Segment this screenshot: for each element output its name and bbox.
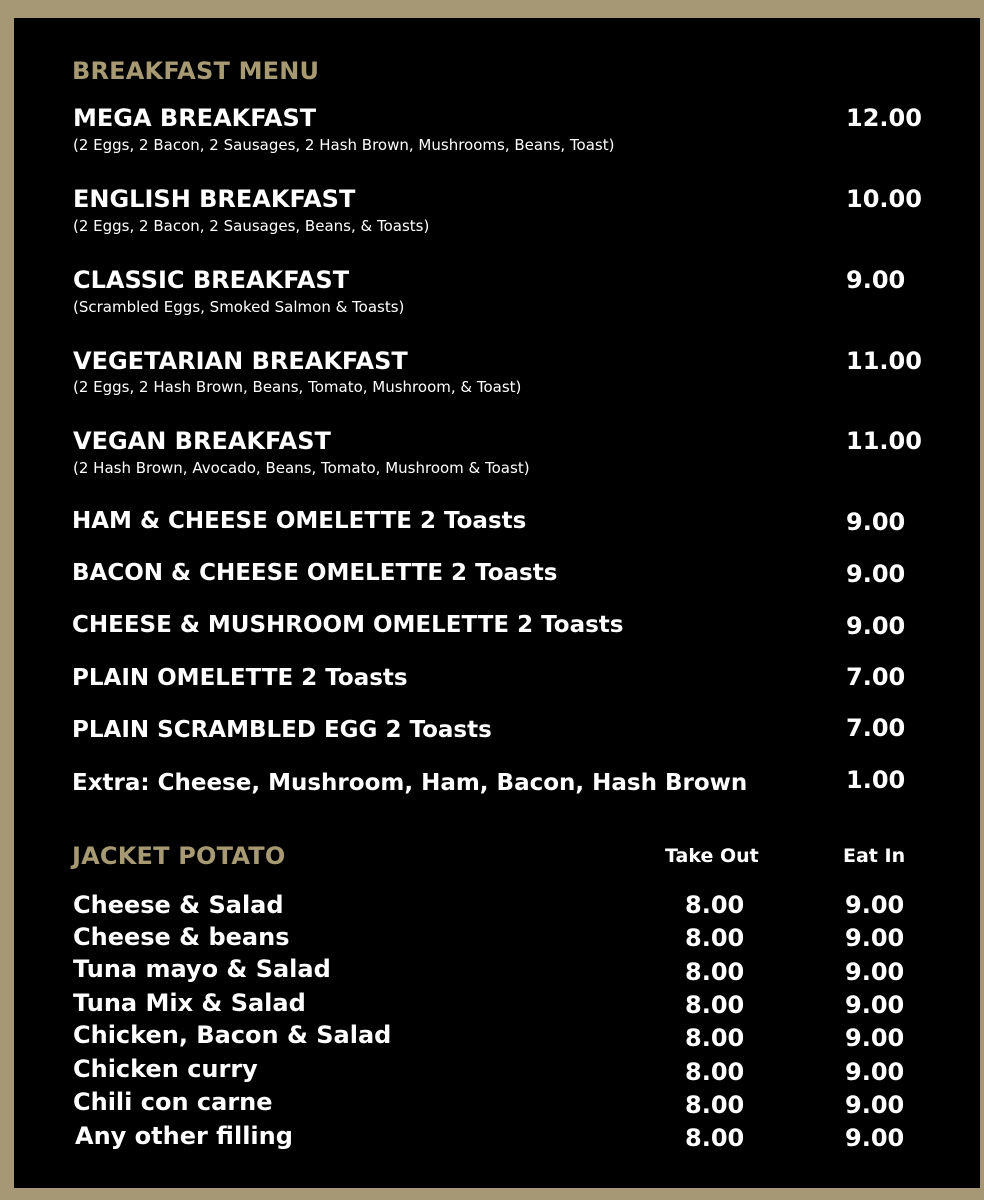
- item-name: Cheese & Salad: [73, 891, 284, 919]
- item-name: Cheese & beans: [73, 923, 290, 951]
- take-out-price: 8.00: [685, 1024, 745, 1052]
- take-out-price: 8.00: [685, 924, 745, 952]
- take-out-column-header: Take Out: [665, 845, 759, 867]
- item-name: PLAIN OMELETTE 2 Toasts: [72, 665, 408, 691]
- item-name: Chicken, Bacon & Salad: [73, 1021, 392, 1049]
- item-name: CLASSIC BREAKFAST: [73, 266, 350, 294]
- item-name: VEGAN BREAKFAST: [73, 427, 331, 455]
- item-price: 9.00: [846, 612, 906, 640]
- menu-board: [14, 18, 980, 1188]
- take-out-price: 8.00: [685, 1091, 745, 1119]
- item-description: (2 Eggs, 2 Hash Brown, Beans, Tomato, Mushroom, & Toast): [73, 378, 522, 396]
- eat-in-price: 9.00: [845, 991, 905, 1019]
- eat-in-price: 9.00: [845, 958, 905, 986]
- eat-in-column-header: Eat In: [843, 845, 906, 867]
- item-price: 7.00: [846, 663, 906, 691]
- item-price: 11.00: [846, 427, 922, 455]
- item-name: CHEESE & MUSHROOM OMELETTE 2 Toasts: [72, 612, 624, 638]
- eat-in-price: 9.00: [845, 1124, 905, 1152]
- eat-in-price: 9.00: [845, 891, 905, 919]
- item-name: Chili con carne: [73, 1088, 273, 1116]
- item-name: MEGA BREAKFAST: [73, 104, 317, 132]
- item-price: 1.00: [846, 766, 906, 794]
- eat-in-price: 9.00: [845, 1058, 905, 1086]
- item-name: Any other filling: [75, 1122, 293, 1150]
- eat-in-price: 9.00: [845, 1091, 905, 1119]
- item-description: (Scrambled Eggs, Smoked Salmon & Toasts): [73, 298, 405, 316]
- take-out-price: 8.00: [685, 991, 745, 1019]
- item-name: VEGETARIAN BREAKFAST: [73, 347, 408, 375]
- item-name: Extra: Cheese, Mushroom, Ham, Bacon, Hash Brown: [72, 770, 748, 796]
- take-out-price: 8.00: [685, 891, 745, 919]
- item-price: 9.00: [846, 560, 906, 588]
- item-description: (2 Hash Brown, Avocado, Beans, Tomato, Mushroom & Toast): [73, 459, 530, 477]
- eat-in-price: 9.00: [845, 1024, 905, 1052]
- breakfast-menu-heading: BREAKFAST MENU: [72, 57, 320, 85]
- item-name: Tuna mayo & Salad: [73, 955, 331, 983]
- item-name: BACON & CHEESE OMELETTE 2 Toasts: [72, 560, 558, 586]
- item-price: 11.00: [846, 347, 922, 375]
- eat-in-price: 9.00: [845, 924, 905, 952]
- item-price: 9.00: [846, 266, 906, 294]
- item-name: HAM & CHEESE OMELETTE 2 Toasts: [72, 508, 527, 534]
- item-description: (2 Eggs, 2 Bacon, 2 Sausages, Beans, & Toasts): [73, 217, 430, 235]
- take-out-price: 8.00: [685, 958, 745, 986]
- item-description: (2 Eggs, 2 Bacon, 2 Sausages, 2 Hash Brown, Mushrooms, Beans, Toast): [73, 136, 615, 154]
- item-price: 10.00: [846, 185, 922, 213]
- item-name: Tuna Mix & Salad: [73, 989, 306, 1017]
- jacket-potato-heading: JACKET POTATO: [72, 842, 286, 870]
- item-price: 12.00: [846, 104, 922, 132]
- take-out-price: 8.00: [685, 1058, 745, 1086]
- item-price: 9.00: [846, 508, 906, 536]
- take-out-price: 8.00: [685, 1124, 745, 1152]
- item-name: ENGLISH BREAKFAST: [73, 185, 356, 213]
- item-price: 7.00: [846, 714, 906, 742]
- item-name: PLAIN SCRAMBLED EGG 2 Toasts: [72, 717, 492, 743]
- item-name: Chicken curry: [73, 1055, 258, 1083]
